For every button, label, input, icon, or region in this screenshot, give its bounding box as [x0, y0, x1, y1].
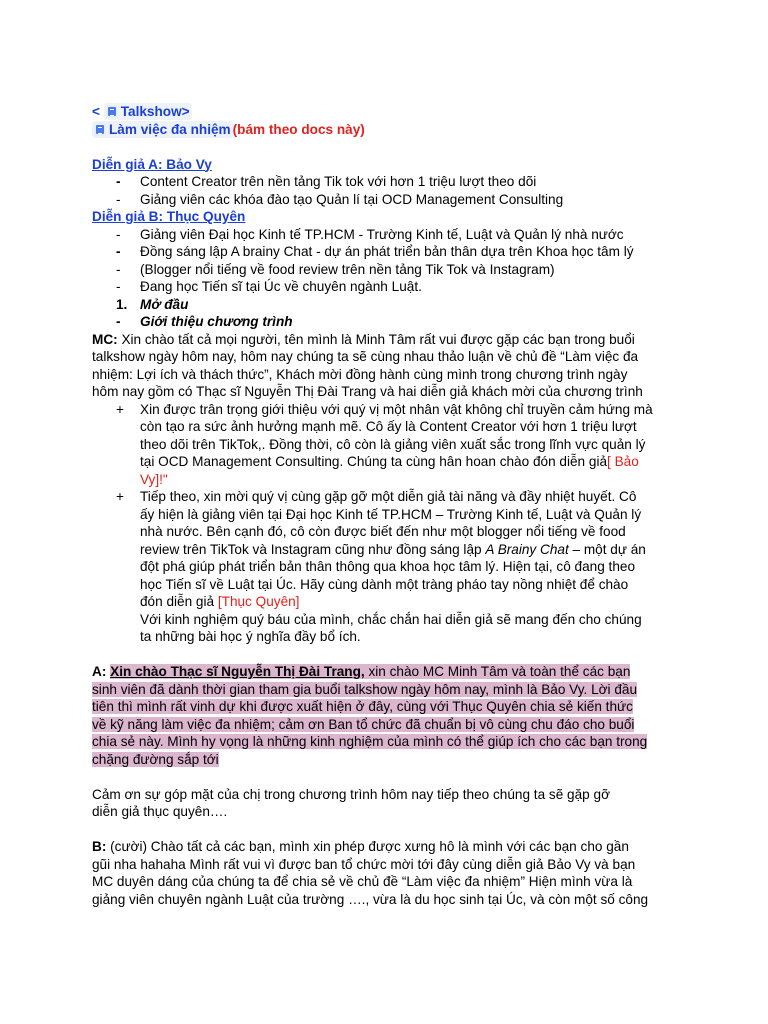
doc-title[interactable]: Làm việc đa nhiệm	[109, 121, 231, 137]
speaker-a-speech: A: Xin chào Thạc sĩ Nguyễn Thị Đài Trang, xin chào MC Minh Tâm và toàn thể các bạn sinh viên đã dành thời gian tham gia buổi talkshow ngày hôm nay, mình là Bảo Vy. Lời đầu tiên thì mình rất vinh dự khi được xuất hiện ở đây, cùng với Thục Quyên chia sẻ kiến thức về kỹ năng làm việc đa nhiệm; cảm ơn Ban tổ chức đã chuẩn bị vô cùng chu đáo cho buổi chia sẻ này. Mình hy vọng là những kinh nghiệm của mình có thể giúp ích cho các bạn trong chặng đường sắp tới	[92, 664, 648, 767]
list-item: - Đồng sáng lập A brainy Chat - dự án phát triển bản thân dựa trên Khoa học tâm lý	[116, 244, 634, 259]
speaker-label: MC:	[92, 331, 118, 347]
list-item: - Content Creator trên nền tảng Tik tok với hơn 1 triệu lượt theo dõi	[116, 174, 537, 189]
speaker-b-heading[interactable]: Diễn giả B: Thục Quyên	[92, 209, 246, 224]
list-item: - Giảng viên các khóa đào tạo Quản lí tại OCD Management Consulting	[116, 191, 564, 207]
section-heading: 1. Mở đầu	[116, 296, 189, 312]
speaker-a-list	[92, 173, 682, 208]
list-item: - Đang học Tiến sĩ tại Úc về chuyên ngành Luật.	[116, 279, 422, 294]
back-chevron[interactable]: <	[92, 104, 100, 119]
list-item: - Giảng viên Đại học Kinh tế TP.HCM - Trường Kinh tế, Luật và Quản lý nhà nước	[116, 226, 624, 242]
mc-thanks-paragraph: Cảm ơn sự góp mặt của chị trong chương trình hôm nay tiếp theo chúng ta sẽ gặp gỡ diễn giả thục quyên….	[92, 786, 610, 819]
list-item: - (Blogger nổi tiếng về food review trên nền tảng Tik Tok và Instagram)	[116, 261, 555, 277]
breadcrumb[interactable]	[92, 103, 682, 121]
doc-title-chip[interactable]	[92, 121, 233, 138]
subsection-heading: - Giới thiệu chương trình	[116, 314, 293, 329]
speaker-label: B:	[92, 839, 107, 854]
doc-icon	[106, 105, 118, 118]
speaker-b-list	[92, 226, 682, 296]
speaker-label: A:	[92, 664, 107, 679]
mc-intro-paragraph: MC: Xin chào tất cả mọi người, tên mình là Minh Tâm rất vui được gặp các bạn trong buổi talkshow ngày hôm nay, hôm nay chúng ta sẽ cùng nhau thảo luận về chủ đề “Làm việc đa nhiệm: Lợi ích và thách thức”, Khách mời đồng hành cùng mình trong chương trình ngày hôm nay gồm có Thạc sĩ Nguyễn Thị Đài Trang và hai diễn giả khách mời của chương trình	[92, 331, 643, 399]
document-body	[92, 103, 682, 908]
parent-doc-link[interactable]	[104, 103, 192, 120]
intro-item-b: + Tiếp theo, xin mời quý vị cùng gặp gỡ một diễn giả tài năng và đầy nhiệt huyết. Cô ấy hiện là giảng viên tại Đại học Kinh tế TP.HCM – Trường Kinh tế, Luật và Quản lý nhà nước. Bên cạnh đó, cô còn được biết đến như một blogger nổi tiếng về food review trên TikTok và Instagram cũng như đồng sáng lập A Brainy Chat – một dự án đột phá giúp phát triển bản thân thông qua khoa học tâm lý. Hiện tại, cô đang theo học Tiến sĩ về Luật tại Úc. Hãy cùng dành một tràng pháo tay nồng nhiệt để chào đón diễn giả [Thục Quyên] Với kinh nghiệm quý báu của mình, chắc chắn hai diễn giả sẽ mang đến cho chúng ta những bài học ý nghĩa đầy bổ ích.	[116, 489, 646, 644]
doc-title-row	[92, 121, 682, 139]
doc-note: (bám theo docs này)	[232, 121, 365, 137]
intro-item-a: + Xin được trân trọng giới thiệu với quý vị một nhân vật không chỉ truyền cảm hứng mà còn tạo ra sức ảnh hưởng mạnh mẽ. Cô ấy là Content Creator với hơn 1 triệu lượt theo dõi trên TikTok,. Đồng thời, cô còn là giảng viên xuất sắc trong lĩnh vực quản lý tại OCD Management Consulting. Chúng ta cùng hân hoan chào đón diễn giả[ Bảo Vy]!"	[116, 401, 653, 487]
parent-doc-label[interactable]: Talkshow>	[120, 104, 190, 119]
speaker-a-heading[interactable]: Diễn giả A: Bảo Vy	[92, 156, 212, 172]
doc-icon	[94, 123, 106, 136]
speaker-b-speech: B: (cười) Chào tất cả các bạn, mình xin phép được xưng hô là mình với các bạn cho gần gũi nha hahaha Mình rất vui vì được ban tổ chức mời tới đây cùng diễn giả Bảo Vy và bạn MC duyên dáng của chúng ta để chia sẻ về chủ đề “Làm việc đa nhiệm” Hiện mình vừa là giảng viên chuyên ngành Luật của trường …., vừa là du học sinh tại Úc, và còn một số công	[92, 839, 649, 907]
